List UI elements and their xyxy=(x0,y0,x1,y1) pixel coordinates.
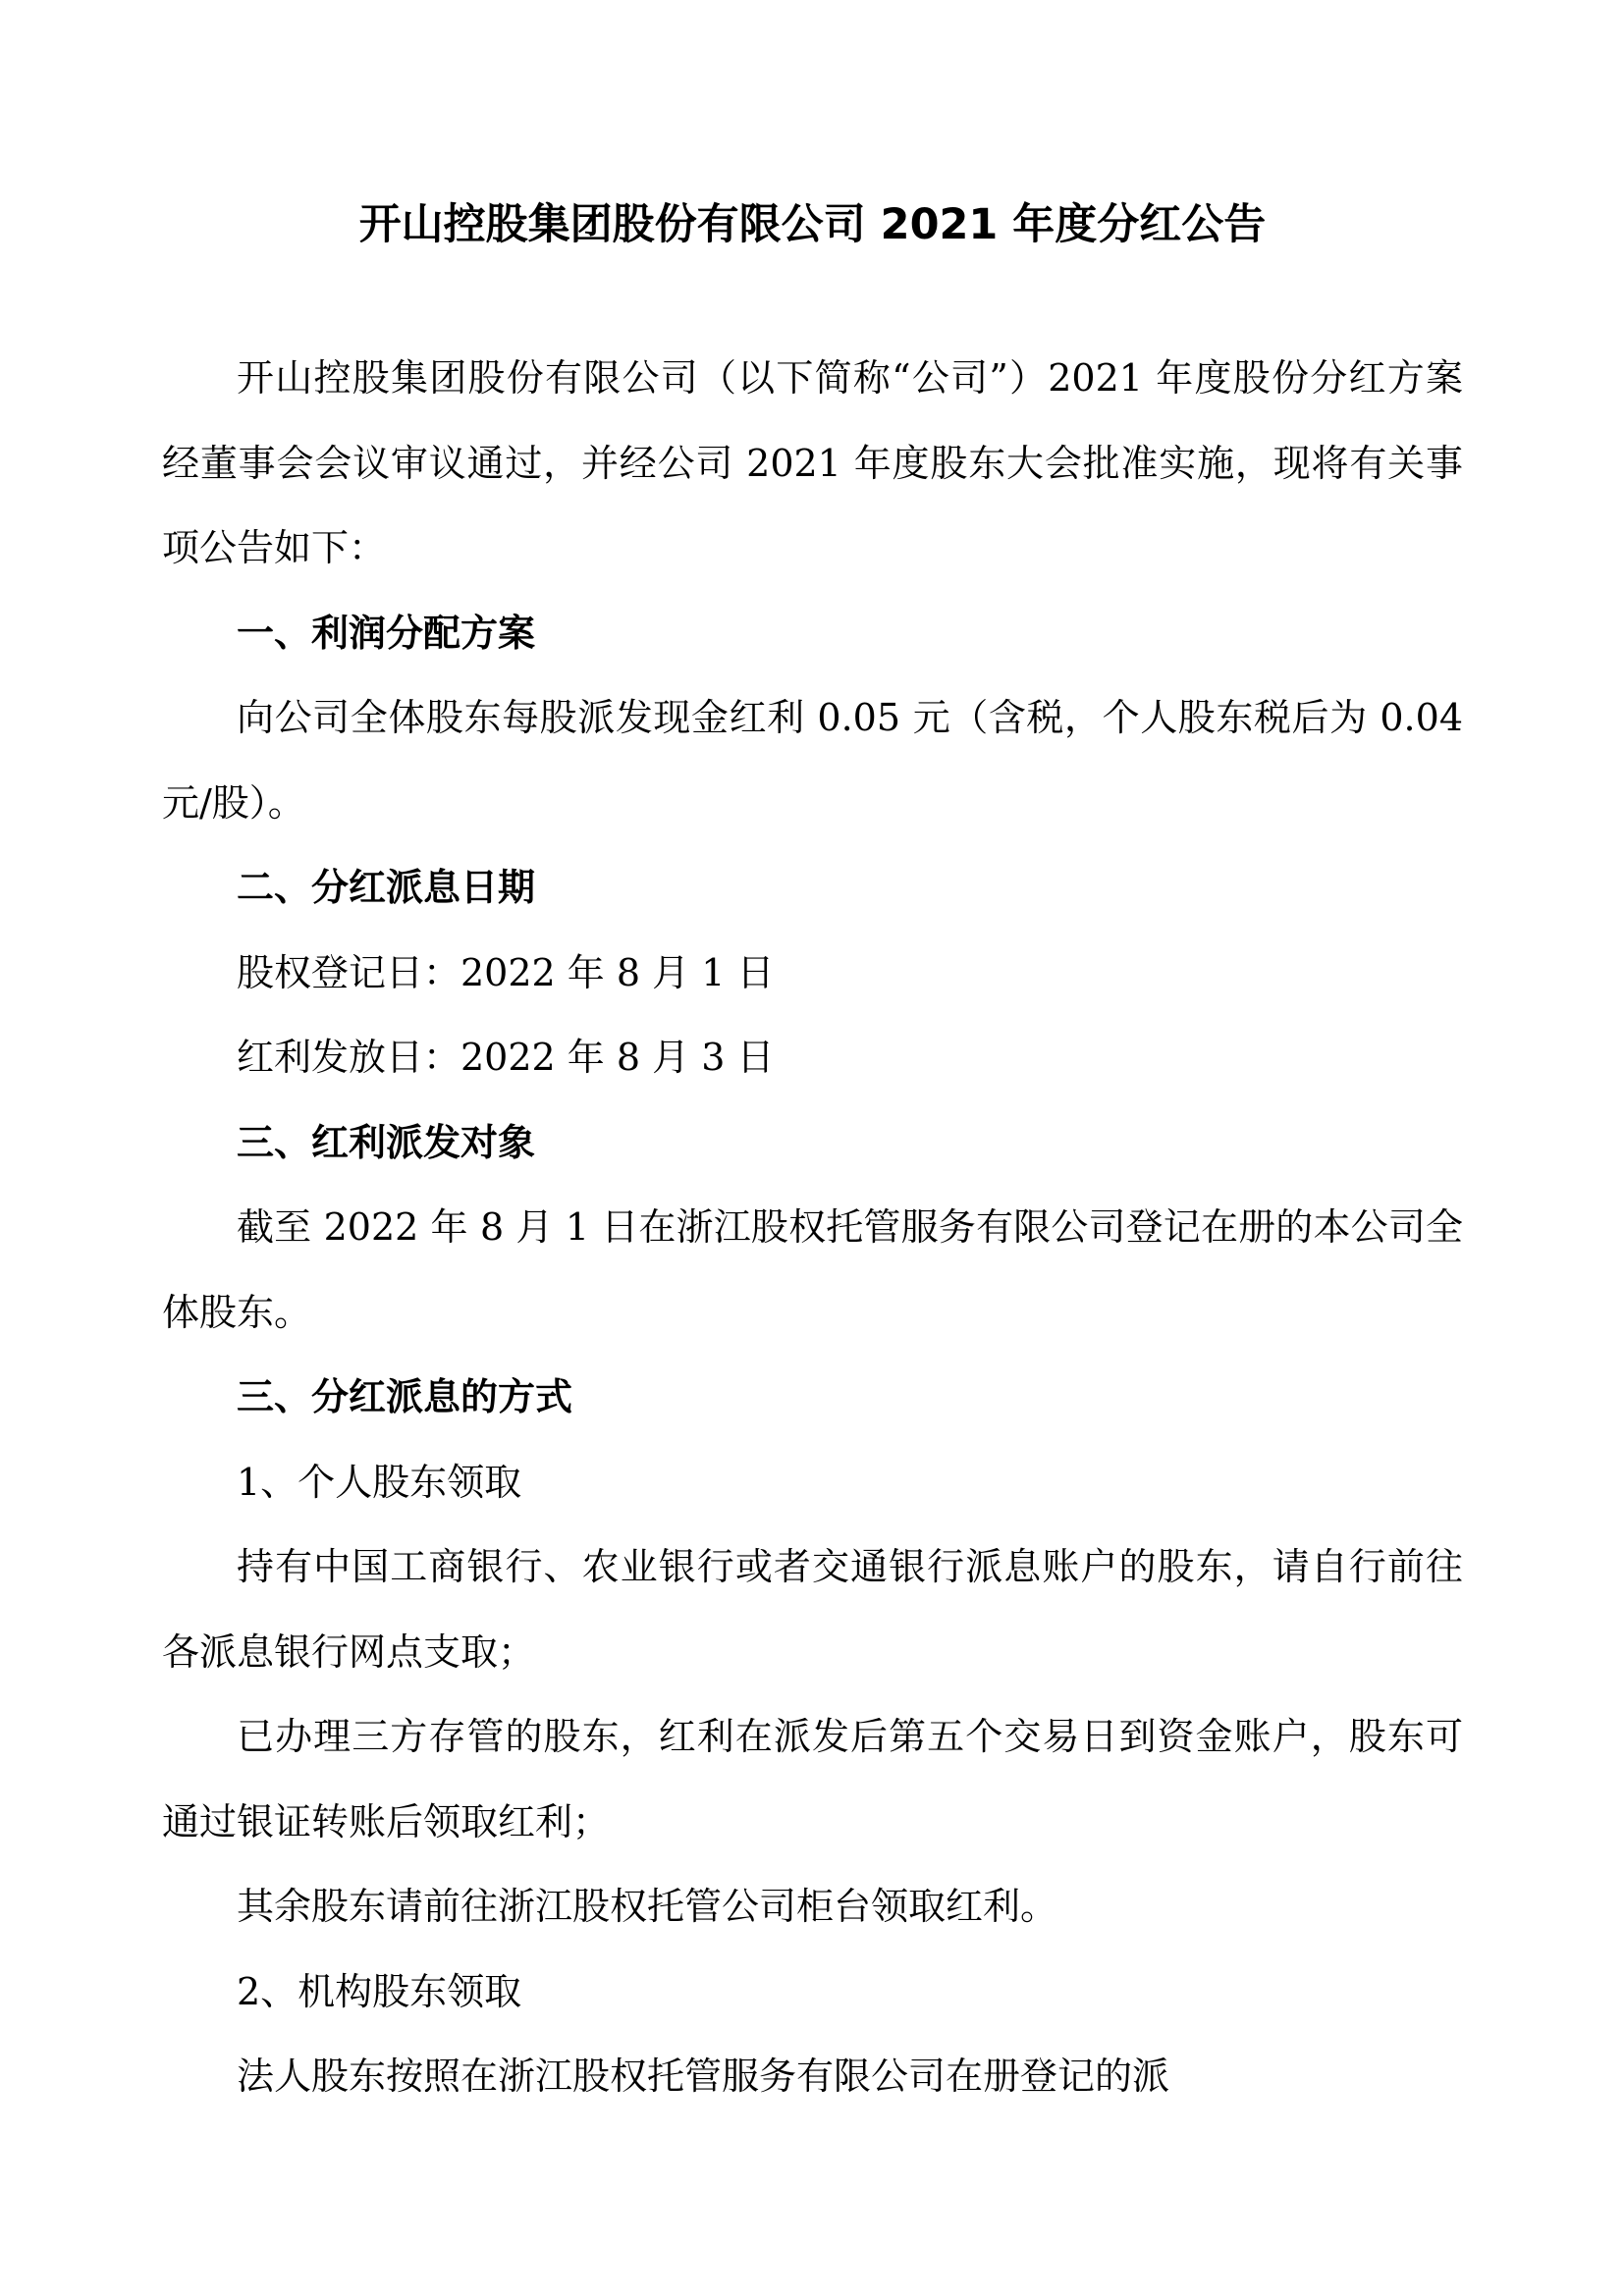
payment-date-line: 红利发放日：2022 年 8 月 3 日 xyxy=(237,1036,775,1079)
body-paragraph: 持有中国工商银行、农业银行或者交通银行派息账户的股东，请自行前往各派息银行网点支取； xyxy=(162,1545,1463,1674)
section-heading-dividend-method: 三、分红派息的方式 xyxy=(237,1375,573,1418)
section-heading-dividend-dates: 二、分红派息日期 xyxy=(237,866,536,909)
document-content xyxy=(162,183,1463,2119)
section-heading-dividend-recipients: 三、红利派发对象 xyxy=(237,1120,536,1164)
document-title: 开山控股集团股份有限公司 2021 年度分红公告 xyxy=(358,200,1267,249)
body-paragraph: 已办理三方存管的股东，红利在派发后第五个交易日到资金账户，股东可通过银证转账后领取红利； xyxy=(162,1715,1463,1843)
body-paragraph: 法人股东按照在浙江股权托管服务有限公司在册登记的派 xyxy=(237,2055,1170,2098)
body-paragraph: 其余股东请前往浙江股权托管公司柜台领取红利。 xyxy=(237,1885,1058,1928)
record-date-line: 股权登记日：2022 年 8 月 1 日 xyxy=(237,950,775,994)
subitem-individual-shareholders: 1、个人股东领取 xyxy=(237,1460,522,1504)
subitem-institutional-shareholders: 2、机构股东领取 xyxy=(237,1969,522,2013)
body-paragraph: 向公司全体股东每股派发现金红利 0.05 元（含税，个人股东税后为 0.04 元/股）。 xyxy=(162,696,1463,825)
body-paragraph: 截至 2022 年 8 月 1 日在浙江股权托管服务有限公司登记在册的本公司全体股东。 xyxy=(162,1205,1463,1334)
section-heading-profit-distribution: 一、利润分配方案 xyxy=(237,611,536,655)
body-paragraph: 开山控股集团股份有限公司（以下简称“公司”）2021 年度股份分红方案经董事会会议审议通过，并经公司 2021 年度股东大会批准实施，现将有关事项公告如下： xyxy=(162,356,1463,569)
